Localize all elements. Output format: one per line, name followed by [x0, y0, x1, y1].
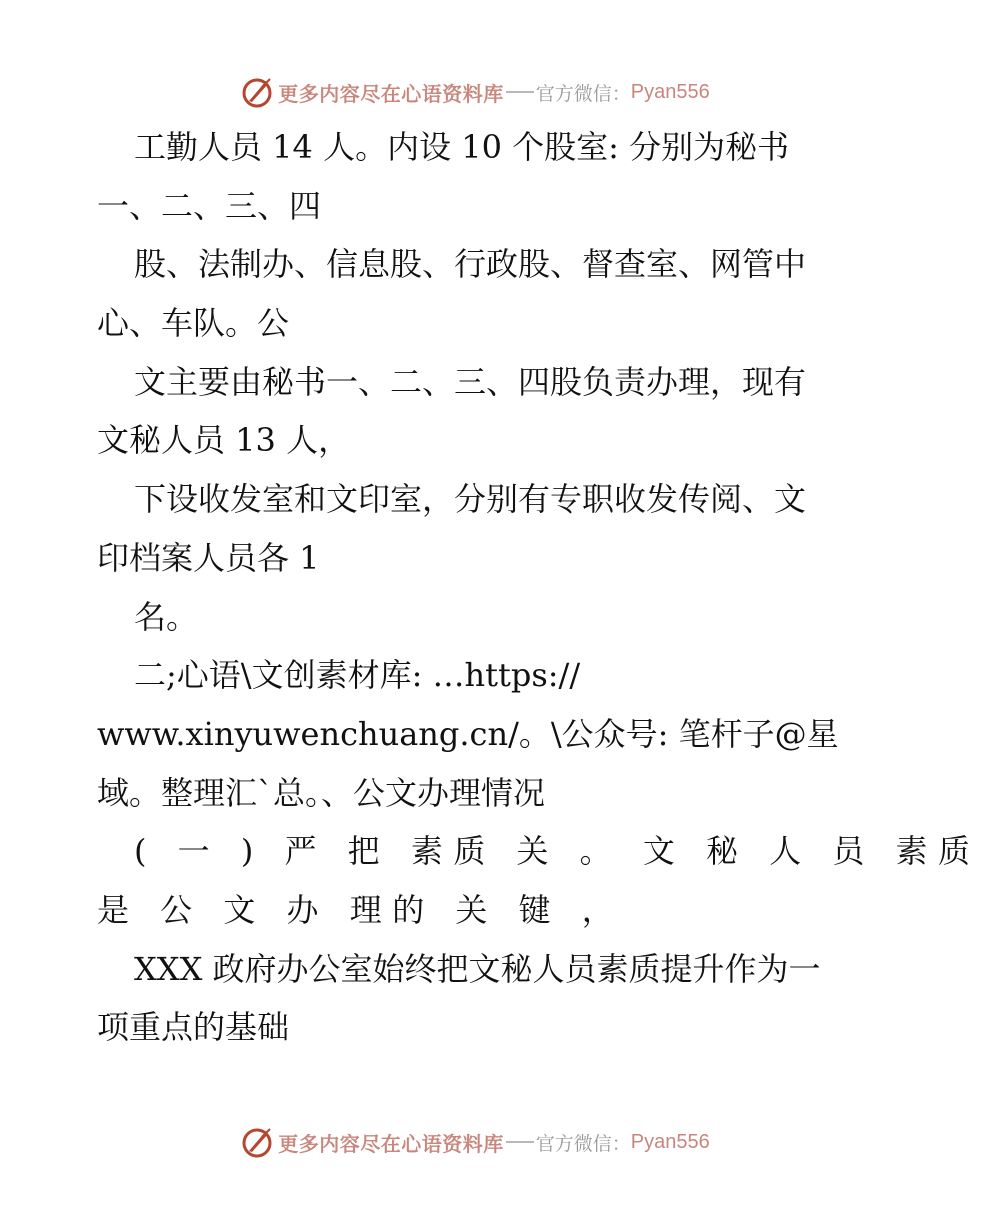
watermark-wechat-id: Pyan556 — [630, 1130, 710, 1153]
text-line: 项重点的基础 — [97, 1008, 290, 1047]
text-line: XXX 政府办公室始终把文秘人员素质提升作为一 — [134, 949, 821, 988]
text-line: 文秘人员 13 人， — [97, 421, 351, 460]
text-line: www.xinyuwenchuang.cn/。\公众号: 笔杆子@星 — [97, 714, 839, 753]
watermark-wechat-label: 官方微信： — [535, 82, 631, 105]
text-line: 二;心语\文创素材库: …https:// — [134, 656, 581, 695]
quill-logo-icon — [240, 75, 274, 109]
text-line: 印档案人员各 1 — [97, 538, 320, 577]
text-line: 下设收发室和文印室，分别有专职收发传阅、文 — [134, 480, 807, 519]
watermark-title: 更多内容尽在心语资料库 — [278, 81, 504, 106]
watermark-wechat-label: 官方微信： — [535, 1132, 631, 1155]
watermark-footer — [0, 1122, 950, 1162]
watermark-header — [0, 72, 950, 112]
text-line: 股、法制办、信息股、行政股、督查室、网管中 — [134, 245, 807, 284]
text-line: 域。整理汇`总。、公文办理情况 — [97, 773, 546, 812]
document-body — [97, 118, 981, 1057]
text-line: 一、二、三、四 — [97, 186, 322, 225]
quill-logo-icon — [240, 1125, 274, 1159]
watermark-dash — [506, 1141, 534, 1143]
text-line: ( 一 ) 严 把 素质 关 。 文 秘 人 员 素质 — [134, 832, 981, 871]
watermark-wechat-id: Pyan556 — [630, 80, 710, 103]
text-line: 文主要由秘书一、二、三、四股负责办理，现有 — [134, 362, 807, 401]
watermark-title: 更多内容尽在心语资料库 — [278, 1131, 504, 1156]
text-line: 心、车队。公 — [97, 304, 290, 343]
text-line: 是 公 文 办 理的 关 键 ， — [97, 890, 625, 929]
text-line: 名。 — [134, 597, 199, 636]
watermark-dash — [506, 91, 534, 93]
text-line: 工勤人员 14 人。内设 10 个股室: 分别为秘书 — [134, 128, 790, 166]
